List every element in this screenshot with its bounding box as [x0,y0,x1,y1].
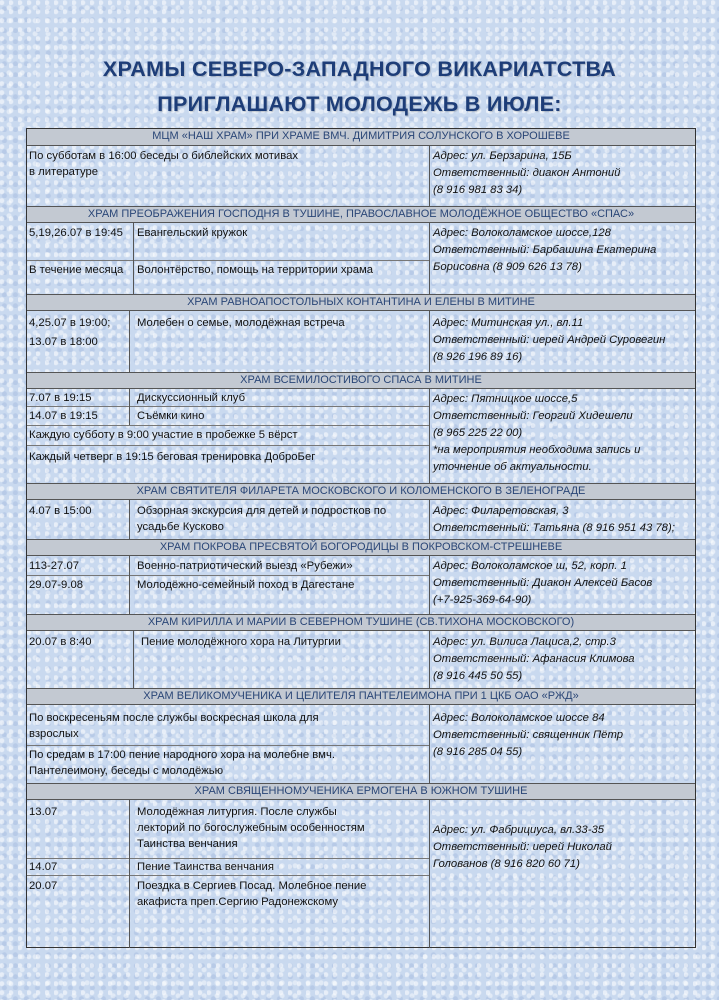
event-text: Волонтёрство, помощь на территории храма [137,264,374,276]
phone-line: Борисовна (8 909 626 13 78) [433,261,582,273]
address-line: Адрес: Волоколамское шоссе,128 [433,227,611,239]
phone-line: (8 926 196 89 16) [433,351,523,363]
event-text: Каждый четверг в 19:15 беговая тренировка ДоброБег [29,451,316,463]
column-divider [133,223,134,294]
event-date: 14.07 в 19:15 [29,410,98,422]
column-divider [429,311,430,372]
address-block [433,634,635,685]
column-divider [429,146,430,208]
event-text [27,148,307,180]
section-header-pokrov: ХРАМ ПОКРОВА ПРЕСВЯТОЙ БОГОРОДИЦЫ В ПОКРОВСКОМ-СТРЕШНЕВЕ [27,539,695,556]
event-date: 13.07 в 18:00 [29,336,98,348]
event-date: 4.07 в 15:00 [29,505,92,517]
section-header-dimitry: МЦМ «НАШ ХРАМ» ПРИ ХРАМЕ ВМЧ. ДИМИТРИЯ СОЛУНСКОГО В ХОРОШЕВЕ [27,129,695,146]
column-divider [429,500,430,539]
row-divider [27,406,429,407]
address-line: Адрес: Волоколамское ш, 52, корп. 1 [433,560,627,572]
event-text: Каждую субботу в 9:00 участие в пробежке 5 вёрст [29,429,298,441]
row-divider [27,260,429,261]
event-text: Евангельский кружок [137,227,248,239]
event-date: 4,25.07 в 19:00; [29,317,111,329]
event-text [27,747,337,779]
event-date: 7.07 в 19:15 [29,392,92,404]
column-divider [429,705,430,783]
section-header-konstantin: ХРАМ РАВНОАПОСТОЛЬНЫХ КОНТАНТИНА И ЕЛЕНЫ В МИТИНЕ [27,294,695,311]
column-divider [129,556,130,614]
column-divider [429,389,430,483]
responsible-line: Ответственный: Афанасия Климова [433,653,635,665]
event-text: Пение Таинства венчания [137,861,274,873]
event-date: 14.07 [29,861,58,873]
section-header-panteleimon: ХРАМ ВЕЛИКОМУЧЕНИКА И ЦЕЛИТЕЛЯ ПАНТЕЛЕИМОНА ПРИ 1 ЦКБ ОАО «РЖД» [27,688,695,705]
event-text: Пение молодёжного хора на Литургии [141,636,341,648]
responsible-line: Ответственный: священник Пётр [433,729,624,741]
responsible-line: Ответственный: Барбашина Екатерина [433,244,657,256]
row-divider [27,575,429,576]
column-divider [429,631,430,688]
event-date: 20.07 [29,880,58,892]
section-header-spas-mitino: ХРАМ ВСЕМИЛОСТИВОГО СПАСА В МИТИНЕ [27,372,695,389]
event-date: 13.07 [29,806,58,818]
page-title [0,52,719,122]
event-text-value: По субботам в 16:00 беседы о библейских мотивах в литературе [29,150,299,178]
event-date: В течение месяца [29,264,124,276]
column-divider [129,500,130,539]
event-text [135,804,367,852]
event-text [135,878,368,910]
event-text: Молодёжно-семейный поход в Дагестане [137,579,355,591]
event-text-line: Поездка в Сергиев Посад. Молебное пение [137,880,367,892]
address-line: Адрес: ул. Фабрициуса, вл.33-35 [433,824,605,836]
event-text: Молебен о семье, молодёжная встреча [137,317,345,329]
address-line: Адрес: Митинская ул., вл.11 [433,317,584,329]
title-line-2: ПРИГЛАШАЮТ МОЛОДЕЖЬ В ИЮЛЕ: [157,92,562,116]
section-header-preobrazhenie: ХРАМ ПРЕОБРАЖЕНИЯ ГОСПОДНЯ В ТУШИНЕ, ПРАВОСЛАВНОЕ МОЛОДЁЖНОЕ ОБЩЕСТВО «СПАС» [27,206,695,223]
column-divider [133,631,134,688]
address-block [433,710,623,761]
event-text-line: Пантелеимону, беседы с молодёжью [29,765,224,777]
address-block [433,822,612,873]
address-block [433,558,652,609]
column-divider [429,223,430,294]
note-line: уточнение об актуальности. [433,461,592,473]
event-text: Дискуссионный клуб [137,392,246,404]
responsible-line: Ответственный: иерей Андрей Суровегин [433,334,666,346]
responsible-line: Ответственный: Диакон Алексей Басов [433,577,653,589]
column-divider [129,311,130,372]
address-block [433,391,640,476]
event-text [27,710,321,742]
event-text-line: взрослых [29,728,79,740]
address-line: Адрес: Волоколамское шоссе 84 [433,712,605,724]
column-divider [129,389,130,425]
row-divider [27,875,429,876]
event-text: Съёмки кино [137,410,205,422]
row-divider [27,745,429,746]
phone-line: (+7-925-369-64-90) [433,594,532,606]
event-text-line: По воскресеньям после службы воскресная школа для [29,712,319,724]
section-header-ermogen: ХРАМ СВЯЩЕННОМУЧЕНИКА ЕРМОГЕНА В ЮЖНОМ ТУШИНЕ [27,783,695,800]
event-text: Военно-патриотический выезд «Рубежи» [137,560,353,572]
section-header-kirill-maria: ХРАМ КИРИЛЛА И МАРИИ В СЕВЕРНОМ ТУШИНЕ (СВ.ТИХОНА МОСКОВСКОГО) [27,614,695,631]
column-divider [129,800,130,948]
address-block [433,225,656,276]
schedule-table [26,128,696,948]
responsible-line: Ответственный: Татьяна (8 916 951 43 78); [433,522,675,534]
event-text-line: По средам в 17:00 пение народного хора на молебне вмч. [29,749,335,761]
event-text: Обзорная экскурсия для детей и подростков по усадьбе Кусково [137,505,387,533]
phone-line: Голованов (8 916 820 60 71) [433,858,580,870]
section-header-filaret: ХРАМ СВЯТИТЕЛЯ ФИЛАРЕТА МОСКОВСКОГО И КОЛОМЕНСКОГО В ЗЕЛЕНОГРАДЕ [27,483,695,500]
note-line: *на мероприятия необходима запись и [433,444,641,456]
address-block [433,503,675,537]
address-line: Адрес: ул. Вилиса Лациса,2, стр.3 [433,636,616,648]
address-line: Адрес: ул. Берзарина, 15Б [433,150,572,162]
address-block [433,315,665,366]
phone-line: (8 965 225 22 00) [433,427,523,439]
phone-line: (8 916 981 83 34) [433,184,523,196]
address-block [433,148,620,199]
event-text-line: Таинства венчания [137,838,238,850]
address-line: Адрес: Филаретовская, 3 [433,505,569,517]
event-text-line: акафиста преп.Сергию Радонежскому [137,896,338,908]
responsible-line: Ответственный: диакон Антоний [433,167,621,179]
address-line: Адрес: Пятницкое шоссе,5 [433,393,578,405]
event-date: 113-27.07 [29,560,80,572]
responsible-line: Ответственный: иерей Николай [433,841,612,853]
row-divider [27,425,429,426]
column-divider [429,800,430,948]
event-date: 29.07-9.08 [29,579,84,591]
event-text-line: лекторий по богослужебным особенностям [137,822,365,834]
phone-line: (8 916 445 50 55) [433,670,523,682]
responsible-line: Ответственный: Георгий Хидешели [433,410,633,422]
column-divider [429,556,430,614]
event-text-line: Молодёжная литургия. После службы [137,806,337,818]
event-date: 5,19,26.07 в 19:45 [29,227,123,239]
event-date: 20.07 в 8:40 [29,636,92,648]
row-divider [27,445,429,446]
title-line-1: ХРАМЫ СЕВЕРО-ЗАПАДНОГО ВИКАРИАТСТВА [102,57,617,81]
phone-line: (8 916 285 04 55) [433,746,523,758]
